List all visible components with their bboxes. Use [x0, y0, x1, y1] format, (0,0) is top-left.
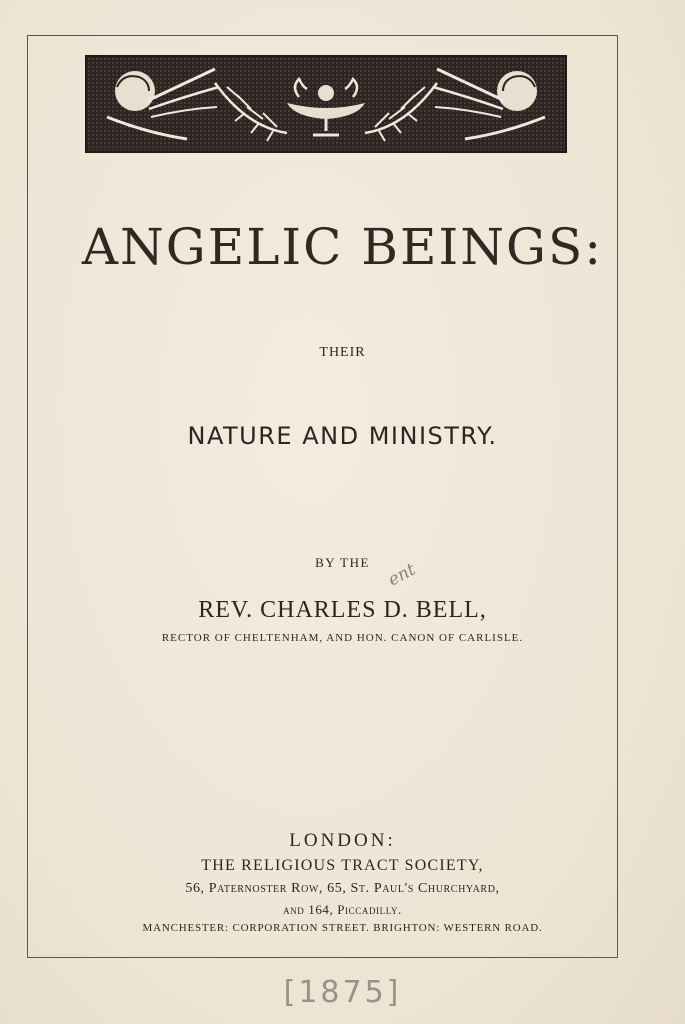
byline-prefix: BY THE	[315, 555, 370, 570]
imprint-address-line1: 56, Paternoster Row, 65, St. Paul's Churchyard,	[185, 881, 500, 896]
imprint-address-line2: and 164, Piccadilly.	[283, 902, 402, 917]
page-border	[27, 35, 618, 958]
imprint-address-line3: MANCHESTER: CORPORATION STREET. BRIGHTON: WESTERN ROAD.	[142, 922, 543, 934]
imprint-city: LONDON:	[289, 830, 396, 851]
author-name: REV. CHARLES D. BELL,	[198, 597, 487, 623]
pencil-annotation: ent	[384, 559, 419, 591]
headpiece-svg	[87, 57, 565, 151]
subtitle-their: THEIR	[319, 345, 366, 360]
imprint-publisher: THE RELIGIOUS TRACT SOCIETY,	[201, 857, 484, 874]
book-title: ANGELIC BEINGS:	[81, 218, 604, 276]
headpiece-ornament	[85, 55, 567, 153]
subtitle-main: NATURE AND MINISTRY.	[187, 422, 498, 450]
author-position: RECTOR OF CHELTENHAM, AND HON. CANON OF CARLISLE.	[161, 632, 524, 644]
catalog-date-note: [1875]	[283, 975, 402, 1010]
